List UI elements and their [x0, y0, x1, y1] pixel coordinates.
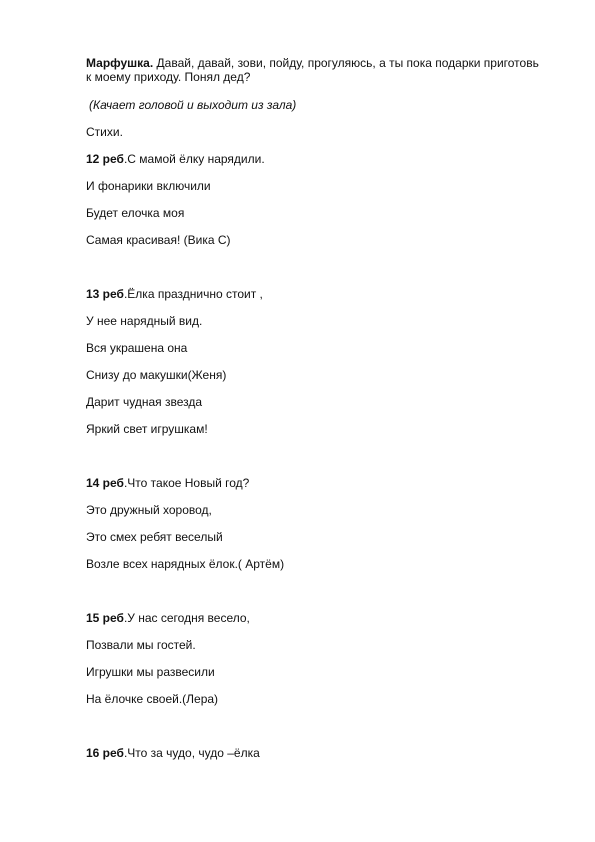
poem-14-line-2: Это дружный хоровод, — [86, 503, 212, 517]
poem-13-line-3: Вся украшена она — [86, 341, 188, 355]
poem-13-line-1: 13 реб.Ёлка празднично стоит , — [86, 287, 263, 301]
document-page — [86, 56, 546, 773]
poem-14-line-1: 14 реб.Что такое Новый год? — [86, 476, 250, 490]
poems-heading: Стихи. — [86, 125, 123, 139]
intro-text: Давай, давай, зови, пойду, прогуляюсь, а ты пока подарки приготовь к моему приходу. Понял дед? — [86, 56, 539, 84]
poem-12-line-1: 12 реб.С мамой ёлку нарядили. — [86, 152, 265, 166]
poem-15-line-1: 15 реб.У нас сегодня весело, — [86, 611, 250, 625]
poem-12-number: 12 реб — [86, 152, 124, 166]
poem-13-line-2: У нее нарядный вид. — [86, 314, 203, 328]
stage-direction: (Качает головой и выходит из зала) — [89, 98, 297, 112]
poem-15-number: 15 реб — [86, 611, 124, 625]
stanza-gap — [86, 719, 546, 746]
poem-13-line-6: Яркий свет игрушкам! — [86, 422, 208, 436]
poem-14-line-3: Это смех ребят веселый — [86, 530, 223, 544]
speaker-name: Марфушка. — [86, 56, 154, 70]
poem-16-line-1: 16 реб.Что за чудо, чудо –ёлка — [86, 746, 260, 760]
stanza-gap — [86, 449, 546, 476]
poem-14-line-4: Возле всех нарядных ёлок.( Артём) — [86, 557, 285, 571]
poem-12-line-4: Самая красивая! (Вика С) — [86, 233, 231, 247]
stanza-gap — [86, 260, 546, 287]
poem-15-line-2: Позвали мы гостей. — [86, 638, 196, 652]
poem-15-line-3: Игрушки мы развесили — [86, 665, 215, 679]
poem-13-line-4: Снизу до макушки(Женя) — [86, 368, 227, 382]
poem-15-line-4: На ёлочке своей.(Лера) — [86, 692, 219, 706]
poem-12-line-2: И фонарики включили — [86, 179, 211, 193]
poem-12-line-3: Будет елочка моя — [86, 206, 185, 220]
poem-13-line-5: Дарит чудная звезда — [86, 395, 203, 409]
poem-14-number: 14 реб — [86, 476, 124, 490]
poem-13-number: 13 реб — [86, 287, 124, 301]
intro-paragraph — [86, 56, 546, 84]
stanza-gap — [86, 584, 546, 611]
poem-16-number: 16 реб — [86, 746, 124, 760]
